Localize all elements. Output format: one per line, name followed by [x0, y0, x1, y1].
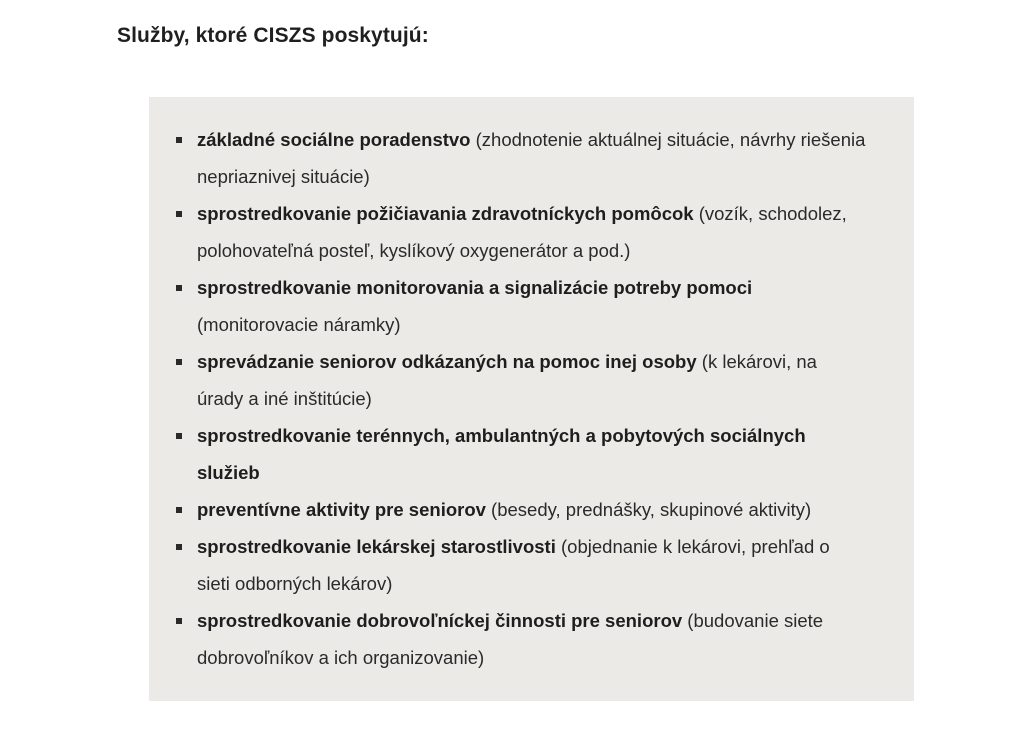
service-title: sprostredkovanie lekárskej starostlivosti	[197, 536, 556, 557]
list-item	[149, 195, 914, 269]
square-bullet-icon	[176, 507, 182, 513]
service-detail: (monitorovacie náramky)	[197, 314, 401, 335]
service-title: sprostredkovanie monitorovania a signalizácie potreby pomoci	[197, 277, 753, 298]
list-item	[149, 528, 914, 602]
service-title: preventívne aktivity pre seniorov	[197, 499, 486, 520]
list-item	[149, 343, 914, 417]
square-bullet-icon	[176, 211, 182, 217]
list-item	[149, 602, 914, 676]
page-title: Služby, ktoré CISZS poskytujú:	[117, 24, 429, 47]
service-detail: (objednanie k lekárovi, prehľad o sieti odborných lekárov)	[197, 536, 830, 594]
list-item	[149, 121, 914, 195]
service-title: sprostredkovanie požičiavania zdravotníckych pomôcok	[197, 203, 694, 224]
square-bullet-icon	[176, 285, 182, 291]
service-title: sprevádzanie seniorov odkázaných na pomoc inej osoby	[197, 351, 697, 372]
service-detail: (zhodnotenie aktuálnej situácie, návrhy riešenia nepriaznivej situácie)	[197, 129, 866, 187]
list-item	[149, 417, 914, 491]
service-detail: (vozík, schodolez, polohovateľná posteľ, kyslíkový oxygenerátor a pod.)	[197, 203, 847, 261]
service-detail: (budovanie siete dobrovoľníkov a ich organizovanie)	[197, 610, 824, 668]
services-box	[149, 97, 914, 701]
service-title: sprostredkovanie dobrovoľníckej činnosti pre seniorov	[197, 610, 683, 631]
square-bullet-icon	[176, 618, 182, 624]
services-list	[149, 121, 914, 676]
service-title: sprostredkovanie terénnych, ambulantných a pobytových sociálnych služieb	[197, 425, 806, 483]
list-item	[149, 491, 914, 528]
square-bullet-icon	[176, 359, 182, 365]
square-bullet-icon	[176, 544, 182, 550]
service-title: základné sociálne poradenstvo	[197, 129, 471, 150]
service-detail: (besedy, prednášky, skupinové aktivity)	[485, 499, 812, 520]
square-bullet-icon	[176, 137, 182, 143]
service-detail: (k lekárovi, na úrady a iné inštitúcie)	[197, 351, 817, 409]
square-bullet-icon	[176, 433, 182, 439]
list-item	[149, 269, 914, 343]
